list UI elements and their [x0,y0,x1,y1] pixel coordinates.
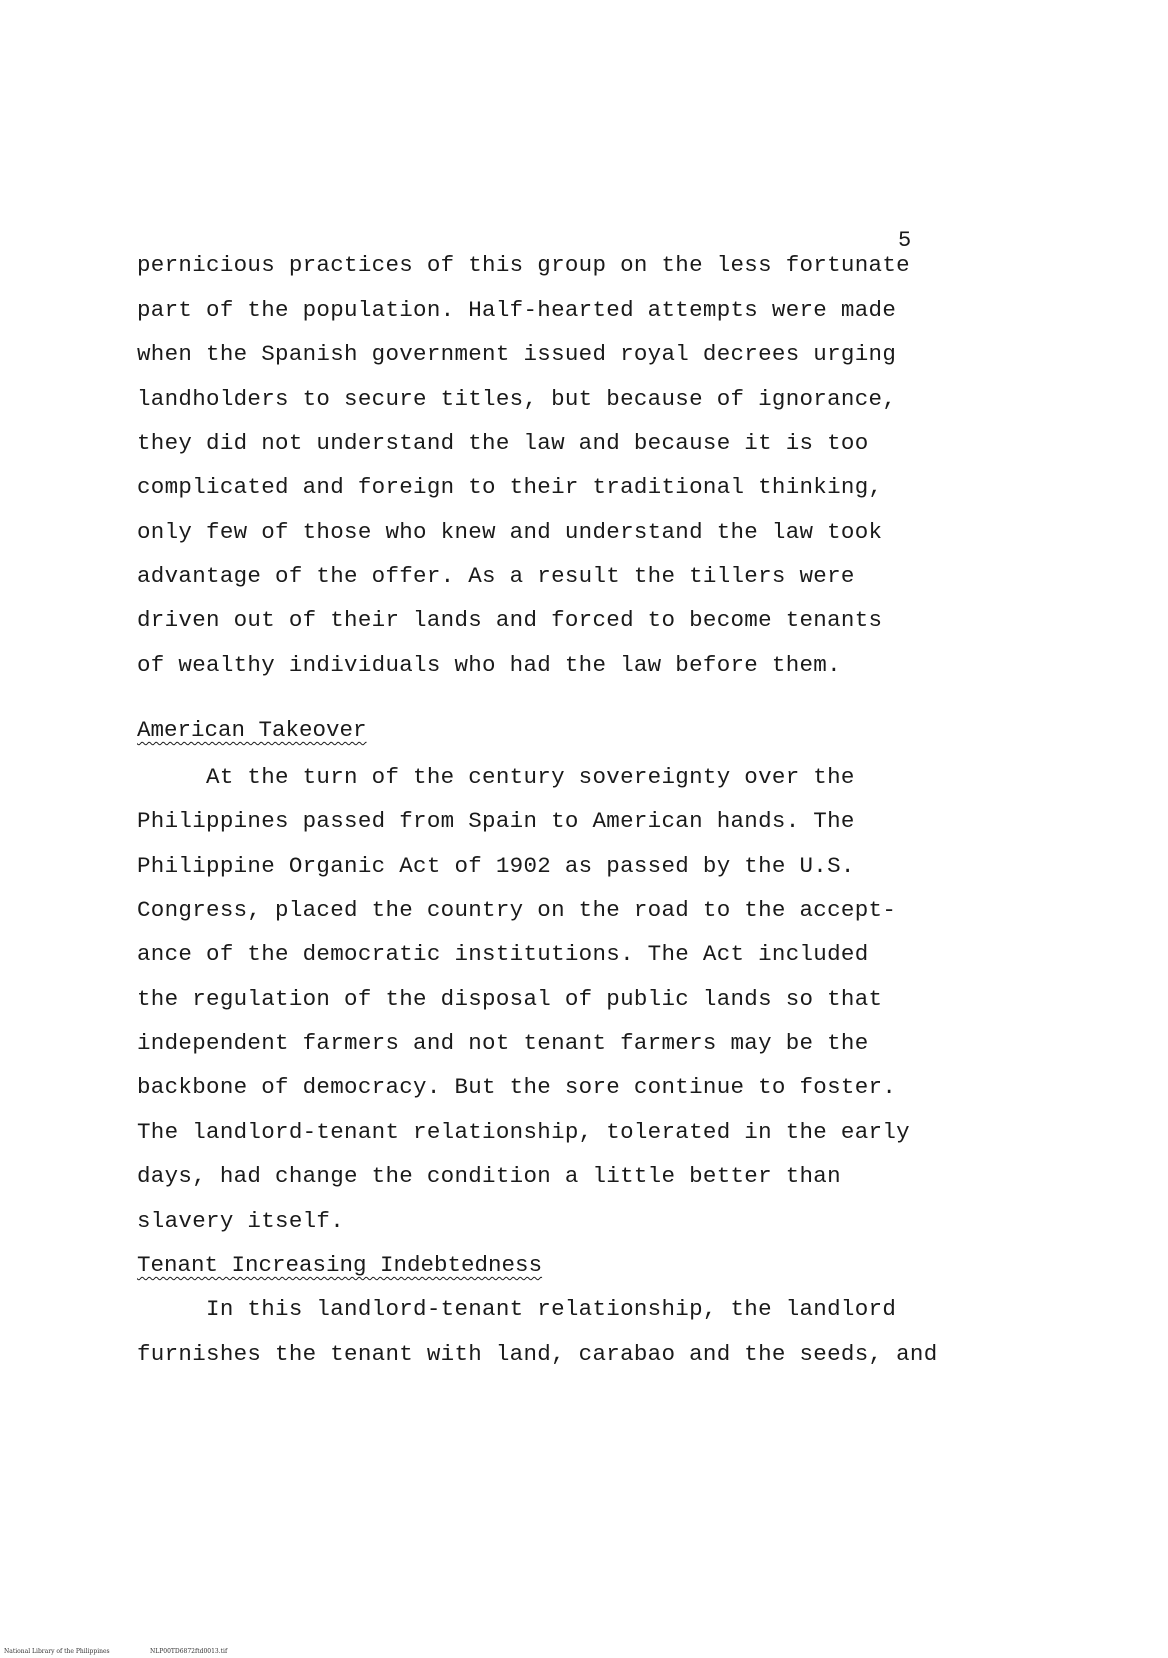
page-number: 5 [898,228,912,253]
text-line: advantage of the offer. As a result the tillers were [137,563,855,589]
text-line: only few of those who knew and understand the law took [137,519,883,545]
text-line: slavery itself. [137,1208,345,1234]
text-line: ance of the democratic institutions. The Act included [137,941,869,967]
text-line: the regulation of the disposal of public lands so that [137,986,883,1012]
text-line: Congress, placed the country on the road to the accept- [137,897,897,923]
text-line: pernicious practices of this group on the less fortunate [137,252,910,278]
text-line: of wealthy individuals who had the law before them. [137,652,841,678]
text-line: days, had change the condition a little better than [137,1163,841,1189]
text-line: backbone of democracy. But the sore continue to foster. [137,1074,897,1100]
text-line: Philippines passed from Spain to American hands. The [137,808,855,834]
text-line: The landlord-tenant relationship, tolerated in the early [137,1119,910,1145]
section-heading: Tenant Increasing Indebtedness [137,1252,543,1278]
footer-library-name: National Library of the Philippines [4,1648,110,1655]
text-line: In this landlord-tenant relationship, the landlord [137,1296,897,1322]
text-line: landholders to secure titles, but because of ignorance, [137,386,897,412]
footer-file-name: NLP00TD6872ftd0013.tif [150,1648,228,1655]
text-line: complicated and foreign to their traditional thinking, [137,474,883,500]
text-line: part of the population. Half-hearted attempts were made [137,297,897,323]
text-line: they did not understand the law and because it is too [137,430,869,456]
text-line: Philippine Organic Act of 1902 as passed by the U.S. [137,853,855,879]
text-line: furnishes the tenant with land, carabao and the seeds, and [137,1341,938,1367]
text-line: independent farmers and not tenant farmers may be the [137,1030,869,1056]
text-line: when the Spanish government issued royal decrees urging [137,341,897,367]
text-line: driven out of their lands and forced to become tenants [137,607,883,633]
text-line: At the turn of the century sovereignty over the [137,764,855,790]
section-heading: American Takeover [137,717,367,743]
